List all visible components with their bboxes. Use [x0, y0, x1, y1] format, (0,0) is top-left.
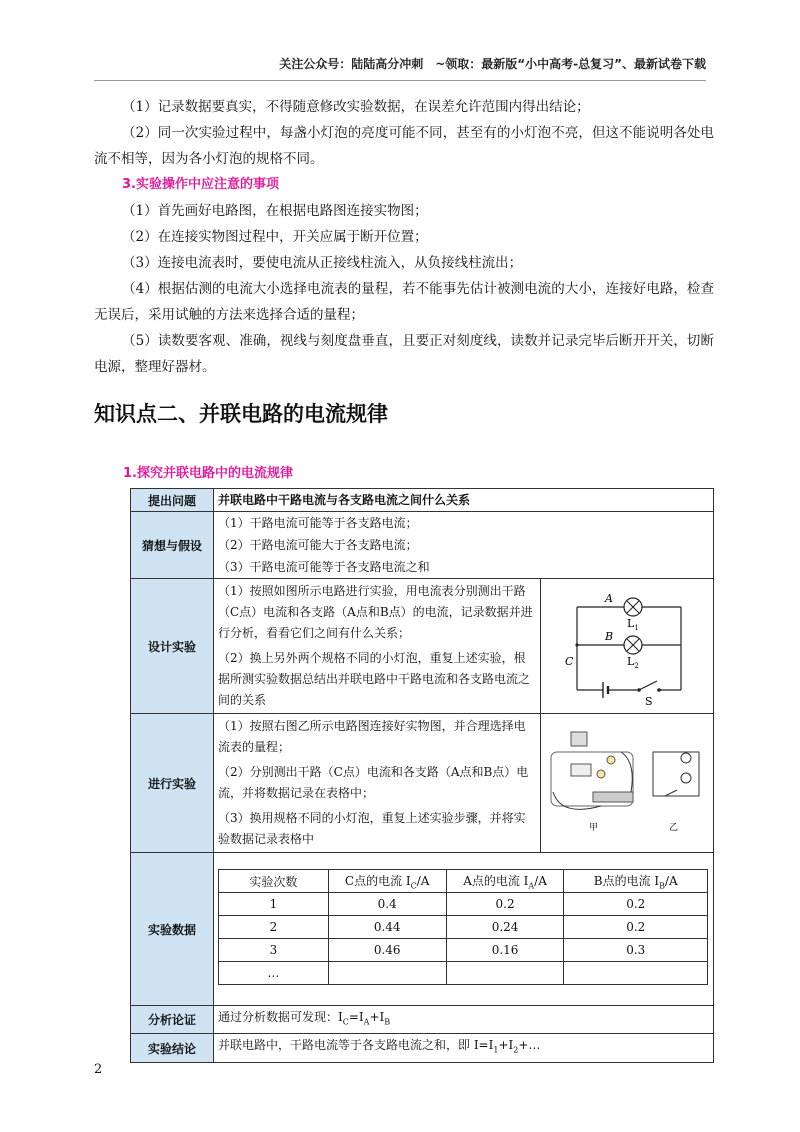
- point-b-label: B: [605, 629, 614, 643]
- note-item-2: （2）同一次实验过程中，每盏小灯泡的亮度可能不同，甚至有的小灯泡不亮，但这不能说明各处电流不相等，因为各小灯泡的规格不同。: [94, 125, 714, 167]
- table-row: 1 0.4 0.2 0.2: [219, 893, 708, 916]
- procedure-label: 进行实验: [131, 714, 214, 853]
- table-row: …: [219, 962, 708, 985]
- question-label: 提出问题: [131, 489, 214, 512]
- l2-label: $L_2$: [627, 654, 639, 670]
- procedure-step-2: （2）分别测出干路（C点）电流和各支路（A点和B点）电流，并将数据记录在表格中；: [218, 765, 529, 800]
- data-label: 实验数据: [131, 853, 214, 1006]
- procedure-step-3: （3）换用规格不同的小灯泡，重复上述实验步骤，并将实验数据记录表格中: [218, 811, 526, 846]
- analysis-label: 分析论证: [131, 1006, 214, 1034]
- point-a-label: A: [605, 591, 613, 605]
- hypothesis-1: （1）干路电流可能等于各支路电流；: [218, 516, 418, 530]
- page-number: 2: [94, 1062, 103, 1077]
- hypothesis-3: （3）干路电流可能等于各支路电流之和: [218, 560, 430, 574]
- data-header-row: [219, 870, 708, 893]
- note3-item-4: （4）根据估测的电流大小选择电流表的量程，若不能事先估计被测电流的大小，连接好电路，检查无误后，采用试触的方法来选择合适的量程；: [94, 281, 714, 323]
- conclusion-label: 实验结论: [131, 1034, 214, 1062]
- switch-icon: [639, 681, 657, 690]
- experiment-table: [130, 488, 714, 1063]
- page-header: 关注公众号：陆陆高分冲刺 ~领取：最新版“小中高考-总复习”、最新试卷下载: [279, 57, 706, 71]
- notes-heading-3: 3.实验操作中应注意的事项: [122, 177, 279, 192]
- design-step-1: （1）按照如图所示电路进行实验，用电流表分别测出干路（C点）电流和各支路（A点和B点）的电流，记录数据并进行分析，看看它们之间有什么关系；: [218, 584, 533, 640]
- header-trial: 实验次数: [219, 870, 329, 893]
- conclusion-text: 并联电路中，干路电流等于各支路电流之和，即 $I=I_1+I_2+\dots$: [218, 1038, 541, 1055]
- analysis-text: 通过分析数据可发现：$I_C=I_A+I_B$: [218, 1010, 391, 1027]
- note3-item-3: （3）连接电流表时，要使电流从正接线柱流入，从负接线柱流出；: [122, 255, 523, 271]
- bulb-holder-icon: [571, 764, 591, 776]
- header-b-current: B点的电流 $I_B/A$: [564, 870, 708, 893]
- design-step-2: （2）换上另外两个规格不同的小灯泡，重复上述实验，根据所测实验数据总结出并联电路中干路电流和各支路电流之间的关系: [218, 651, 531, 707]
- note-item-1: （1）记录数据要真实，不得随意修改实验数据，在误差允许范围内得出结论；: [122, 99, 590, 115]
- apparatus-photo: [541, 722, 713, 842]
- table-heading: 1.探究并联电路中的电流规律: [123, 466, 293, 481]
- photo-yi-label: 乙: [669, 822, 679, 833]
- header-rule: [94, 80, 706, 81]
- procedure-step-1: （1）按照右图乙所示电路图连接好实物图，并合理选择电流表的量程；: [218, 719, 526, 754]
- switch-label: S: [645, 694, 653, 705]
- circuit-diagram: [541, 585, 713, 705]
- table-row: 2 0.44 0.24 0.2: [219, 916, 708, 939]
- notes-block: [94, 94, 714, 380]
- question-text: 并联电路中干路电流与各支路电流之间什么关系: [218, 493, 471, 507]
- hypothesis-label: 猜想与假设: [131, 512, 214, 579]
- battery-box-icon: [593, 792, 633, 802]
- note3-item-2: （2）在连接实物图过程中，开关应属于断开位置；: [122, 229, 428, 245]
- note3-item-5: （5）读数要客观、准确，视线与刻度盘垂直，且要正对刻度线，读数并记录完毕后断开开关，切断电源，整理好器材。: [94, 333, 714, 375]
- table-row: 3 0.46 0.16 0.3: [219, 939, 708, 962]
- header-a-current: A点的电流 $I_A/A$: [446, 870, 564, 893]
- section-title: 知识点二、并联电路的电流规律: [94, 402, 388, 426]
- l1-label: $L_1$: [627, 616, 639, 632]
- ammeter-icon: [571, 732, 587, 746]
- photo-jia-label: 甲: [589, 822, 599, 833]
- design-label: 设计实验: [131, 579, 214, 714]
- point-c-label: C: [565, 654, 574, 668]
- note3-item-1: （1）首先画好电路图，在根据电路图连接实物图；: [122, 203, 428, 219]
- hypothesis-2: （2）干路电流可能大于各支路电流；: [218, 538, 418, 552]
- data-table: [218, 869, 708, 985]
- header-c-current: C点的电流 $I_C/A$: [328, 870, 446, 893]
